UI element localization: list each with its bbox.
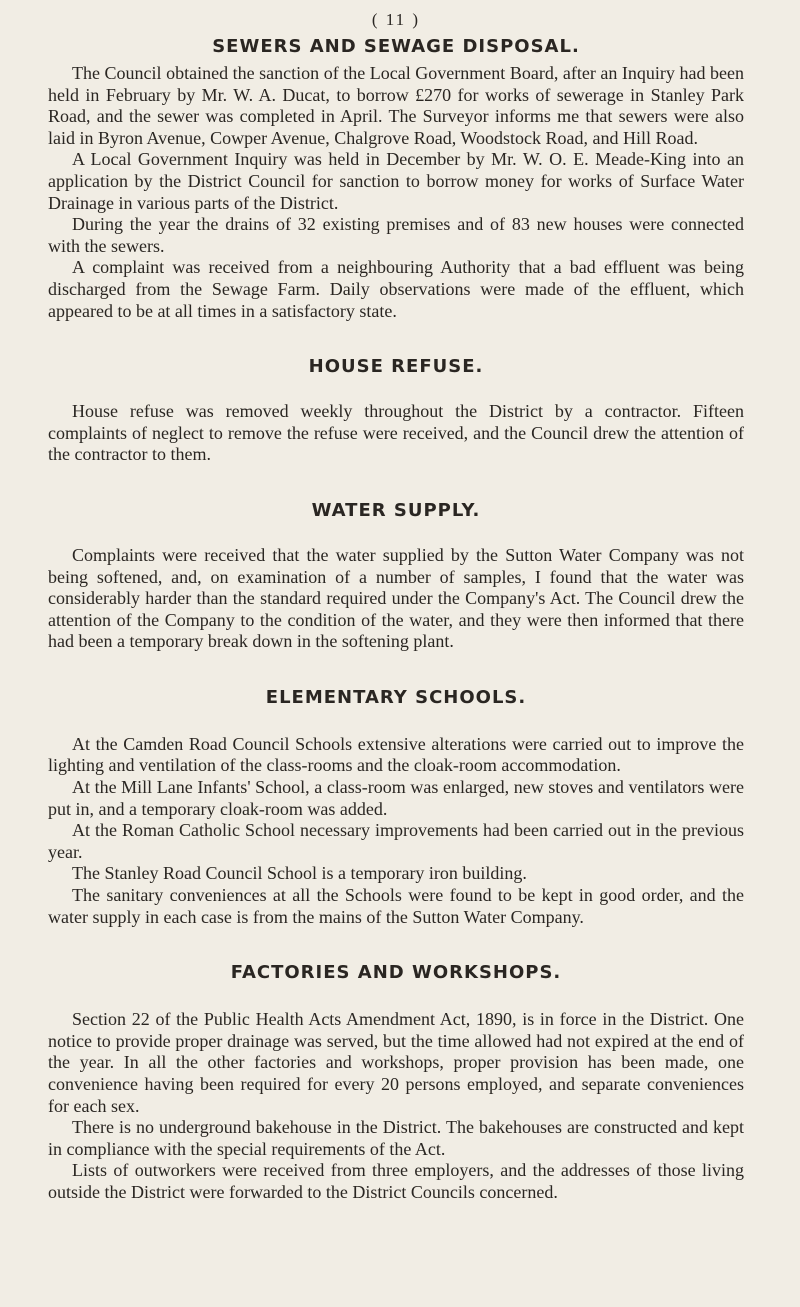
paragraph: The Council obtained the sanction of the Local Government Board, after an Inquiry had been held in February by Mr. W. A. Ducat, to borrow £270 for works of sewerage in Stanley Park Road, and the sewer was completed in April. The Surveyor informs me that sewers were also laid in Byron Avenue, Cowper Avenue, Chalgrove Road, Woodstock Road, and Hill Road.: [48, 63, 744, 148]
paragraph: At the Camden Road Council Schools extensive alterations were carried out to improve the lighting and ventilation of the class-rooms and the cloak-room accommodation.: [48, 733, 744, 776]
page-number: ( 11 ): [371, 10, 421, 29]
section-water-supply: [48, 500, 744, 653]
section-heading: SEWERS AND SEWAGE DISPOSAL.: [212, 36, 580, 57]
section-house-refuse: [48, 356, 744, 466]
section-heading: WATER SUPPLY.: [311, 499, 481, 521]
paragraph: A Local Government Inquiry was held in December by Mr. W. O. E. Meade-King into an application by the District Council for sanction to borrow money for works of Surface Water Drainage in various parts of the District.: [48, 149, 744, 213]
paragraph: The Stanley Road Council School is a temporary iron building.: [72, 863, 527, 884]
section-factories-and-workshops: [48, 962, 744, 1203]
paragraph: House refuse was removed weekly throughout the District by a contractor. Fifteen complaints of neglect to remove the refuse were received, and the Council drew the attention of the contractor to them.: [48, 401, 744, 465]
paragraph: Section 22 of the Public Health Acts Amendment Act, 1890, is in force in the District. One notice to provide proper drainage was served, but the time allowed had not expired at the end of the year. In all the other factories and workshops, proper provision has been made, one convenience having been required for every 20 persons employed, and separate conveniences for each sex.: [48, 1009, 744, 1116]
paragraph: During the year the drains of 32 existing premises and of 83 new houses were connected with the sewers.: [48, 214, 744, 256]
paragraph: A complaint was received from a neighbouring Authority that a bad effluent was being discharged from the Sewage Farm. Daily observations were made of the effluent, which appeared to be at all times in a satisfactory state.: [48, 257, 744, 321]
paragraph: At the Roman Catholic School necessary improvements had been carried out in the previous year.: [48, 820, 744, 862]
section-heading: ELEMENTARY SCHOOLS.: [265, 686, 527, 708]
section-elementary-schools: [48, 687, 744, 928]
paragraph: The sanitary conveniences at all the Schools were found to be kept in good order, and the water supply in each case is from the mains of the Sutton Water Company.: [48, 885, 744, 927]
paragraph: At the Mill Lane Infants' School, a class-room was enlarged, new stoves and ventilators were put in, and a temporary cloak-room was added.: [48, 777, 744, 819]
section-heading: FACTORIES AND WORKSHOPS.: [230, 962, 562, 984]
paragraph: Lists of outworkers were received from three employers, and the addresses of those living outside the District were forwarded to the District Councils concerned.: [48, 1160, 744, 1202]
section-heading: HOUSE REFUSE.: [308, 356, 484, 378]
section-sewers-and-sewage-disposal: [48, 36, 744, 322]
paragraph: Complaints were received that the water supplied by the Sutton Water Company was not being softened, and, on examination of a number of samples, I found that the water was considerably harder than the standard required under the Company's Act. The Council drew the attention of the Company to the condition of the water, and they were then informed that there had been a temporary break down in the softening plant.: [48, 544, 744, 652]
paragraph: There is no underground bakehouse in the District. The bakehouses are constructed and kept in compliance with the special requirements of the Act.: [48, 1117, 744, 1159]
